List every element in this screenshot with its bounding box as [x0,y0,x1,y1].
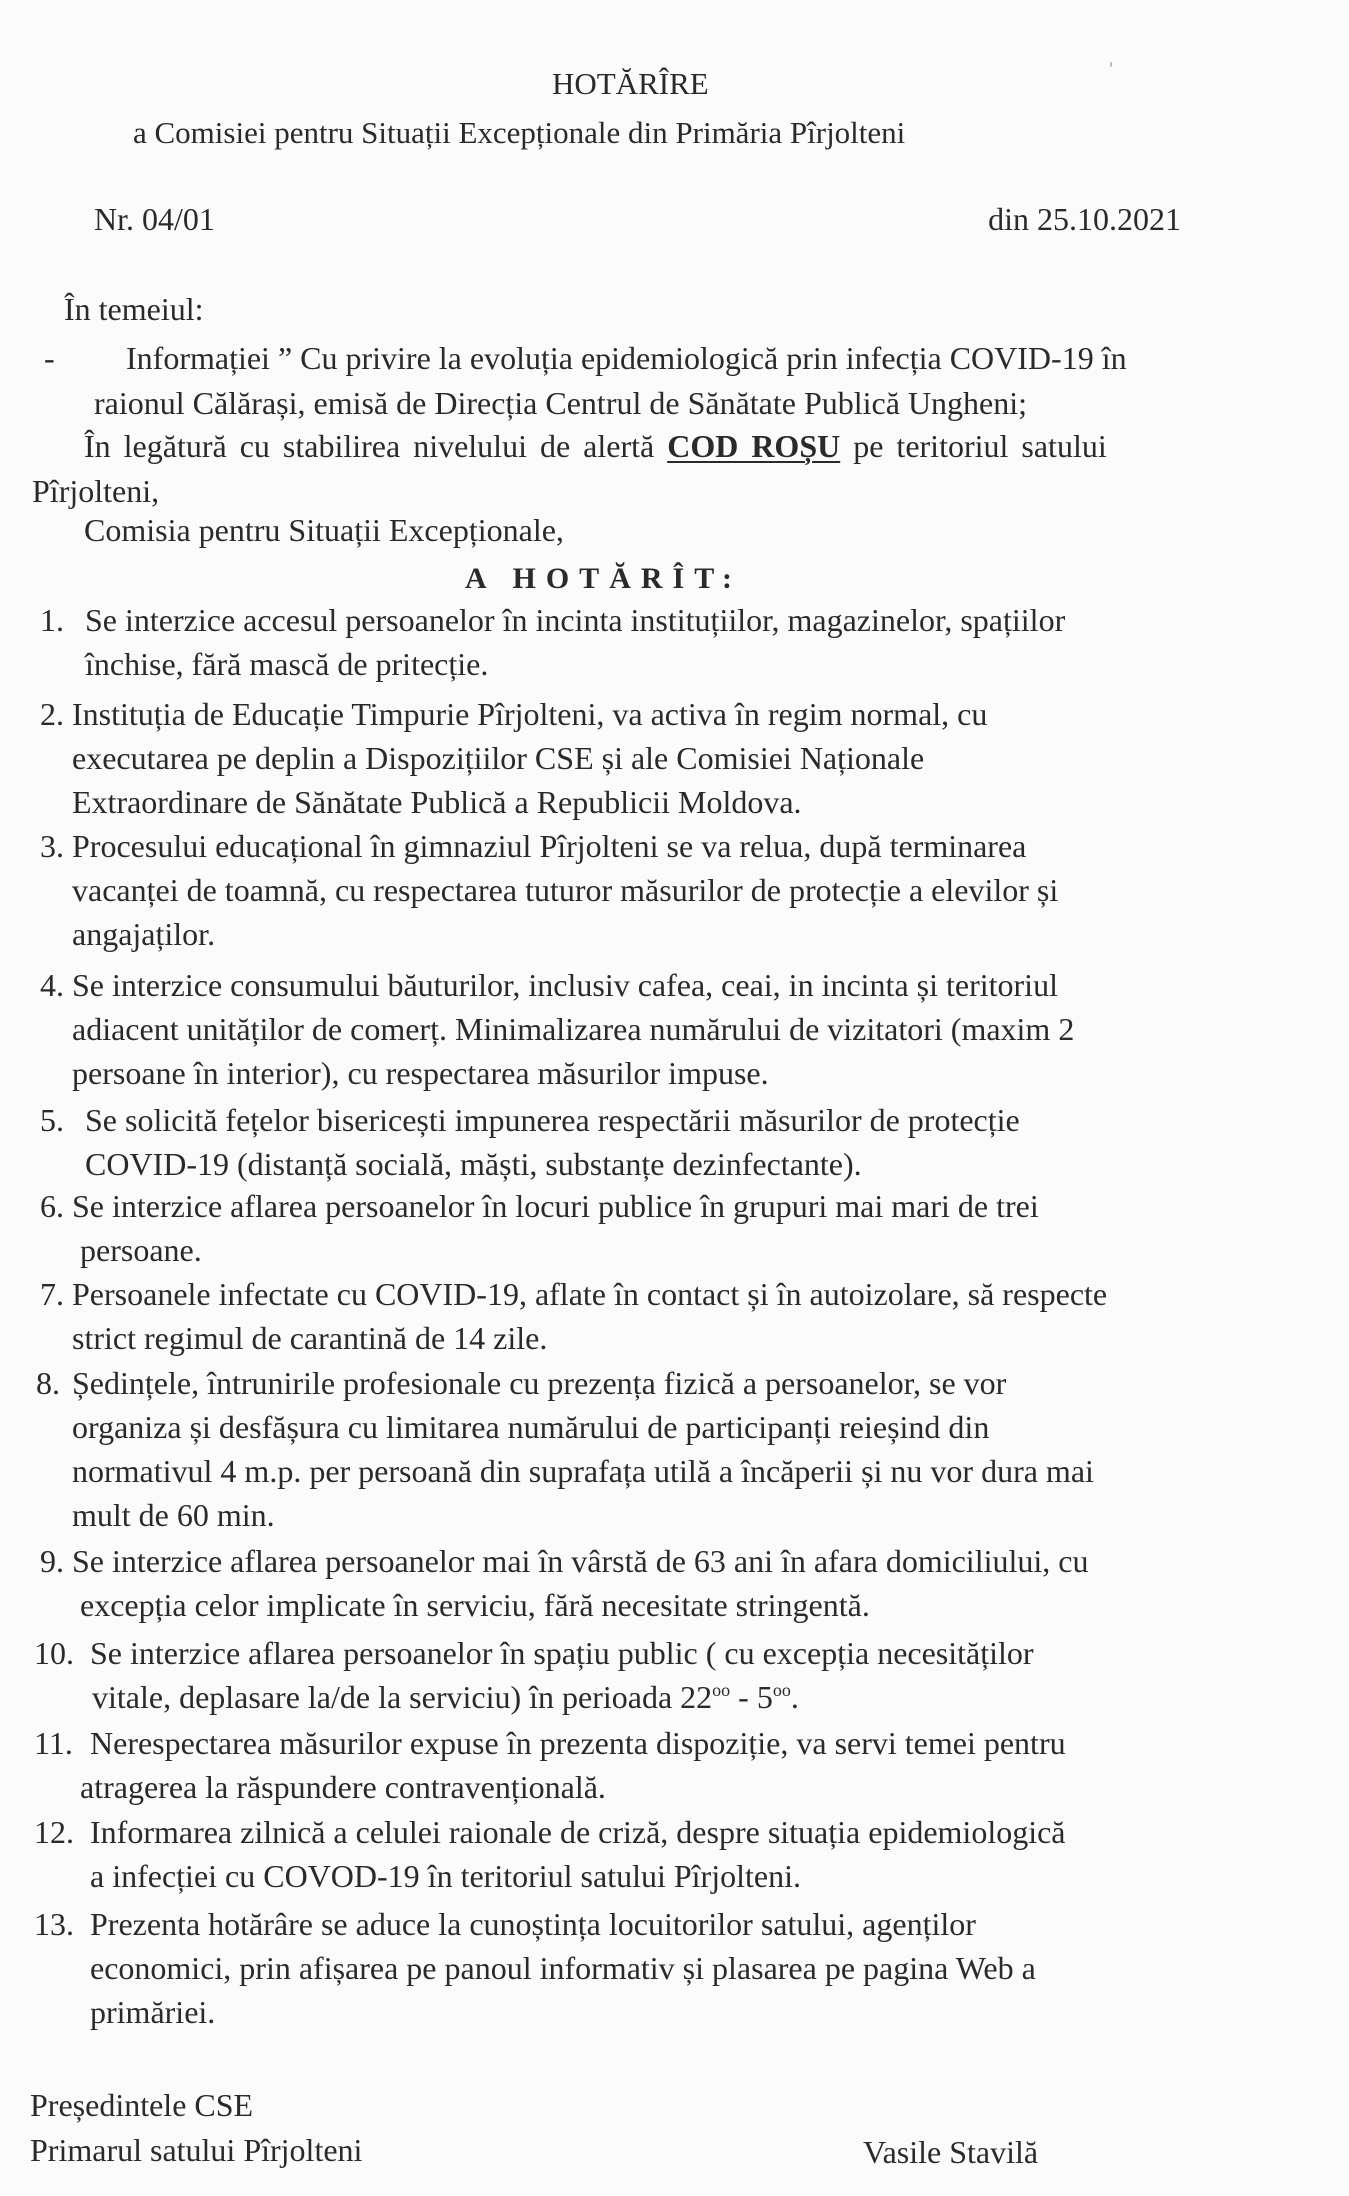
preamble-intro: În temeiul: [64,291,204,327]
alert-text-before: În legătură cu stabilirea nivelului de alertă [84,428,655,464]
decision-text-continued: organiza și desfășura cu limitarea numărului de participanți reieșind din [72,1409,990,1445]
decision-number: 1. [40,602,64,638]
decision-number: 8. [36,1365,60,1401]
alert-line [84,428,1107,464]
decision-text-continued: atragerea la răspundere contravențională. [80,1769,606,1805]
document-subtitle: a Comisiei pentru Situații Excepționale din Primăria Pîrjolteni [133,115,906,150]
decision-text: Persoanele infectate cu COVID-19, aflate în contact și în autoizolare, să respecte [72,1276,1108,1312]
decision-text-continued: persoane în interior), cu respectarea măsurilor impuse. [72,1055,769,1091]
signatory-name: Vasile Stavilă [863,2134,1039,2170]
decision-number: 6. [40,1188,64,1224]
decision-text-continued: angajaților. [72,916,216,952]
decision-text: Nerespectarea măsurilor expuse în prezenta dispoziție, va servi temei pentru [90,1725,1066,1761]
decision-number: 11. [34,1725,73,1761]
decision-number: 3. [40,828,64,864]
decision-text-continued: normativul 4 m.p. per persoană din suprafața utilă a încăperii și nu vor dura mai [72,1453,1094,1489]
alert-continuation: Pîrjolteni, [32,473,160,509]
decision-number: 9. [40,1543,64,1579]
time-text-mid: - 5 [730,1679,773,1715]
decision-text-continued: primăriei. [90,1994,216,2030]
decision-text: Se interzice aflarea persoanelor mai în vârstă de 63 ani în afara domiciliului, cu [72,1543,1089,1579]
decision-text-continued: excepția celor implicate în serviciu, fără necesitate stringentă. [80,1587,870,1623]
time-text-after: . [790,1679,799,1715]
time-start-superscript: oo [712,1680,731,1700]
decision-text: Se interzice accesul persoanelor în incinta instituțiilor, magazinelor, spațiilor [85,602,1066,638]
decision-number: 7. [40,1276,64,1312]
decision-text-continued: persoane. [80,1232,202,1268]
decision-text-continued [92,1679,799,1715]
decision-text-continued: executarea pe deplin a Dispozițiilor CSE și ale Comisiei Naționale [72,740,925,776]
decision-text: Instituția de Educație Timpurie Pîrjolteni, va activa în regim normal, cu [72,696,988,732]
decision-text-continued: economici, prin afișarea pe panoul informativ și plasarea pe pagina Web a [90,1950,1036,1986]
decision-text: Se interzice aflarea persoanelor în locuri publice în grupuri mai mari de trei [72,1188,1039,1224]
scan-speck [1110,62,1112,67]
document-title: HOTĂRÎRE [552,66,709,101]
decision-text-continued: Extraordinare de Sănătate Publică a Republicii Moldova. [72,784,802,820]
decision-text: Se solicită fețelor bisericești impunerea respectării măsurilor de protecție [85,1102,1020,1138]
decision-number: 4. [40,967,64,1003]
decision-number: 12. [34,1814,74,1850]
signature-role-line1: Președintele CSE [30,2087,254,2123]
decision-text-continued: vacanței de toamnă, cu respectarea tuturor măsurilor de protecție a elevilor și [72,872,1059,908]
decision-text: Se interzice aflarea persoanelor în spațiu public ( cu excepția necesităților [90,1635,1034,1671]
decision-number: 5. [40,1102,64,1138]
decision-text: Ședințele, întrunirile profesionale cu prezența fizică a persoanelor, se vor [72,1365,1007,1401]
decision-number: 10. [34,1635,74,1671]
decision-text: Prezenta hotărâre se aduce la cunoștința locuitorilor satului, agenților [90,1906,976,1942]
decision-text: Se interzice consumului băuturilor, inclusiv cafea, ceai, in incinta și teritoriul [72,967,1058,1003]
decision-number: 2. [40,696,64,732]
time-text-before: vitale, deplasare la/de la serviciu) în perioada 22 [92,1679,713,1715]
decided-heading: A HOTĂRÎT: [465,562,742,595]
alert-text-after: pe teritoriul satului [853,428,1107,464]
signature-role-line2: Primarul satului Pîrjolteni [30,2132,363,2168]
decision-text-continued: COVID-19 (distanță socială, măști, substanțe dezinfectante). [85,1146,862,1182]
alert-code: COD ROȘU [667,428,841,464]
commission-line: Comisia pentru Situații Excepționale, [84,512,564,548]
basis-line: raionul Călărași, emisă de Direcția Centrul de Sănătate Publică Ungheni; [94,385,1028,421]
document-number: Nr. 04/01 [94,201,215,237]
decision-text-continued: adiacent unităților de comerț. Minimalizarea numărului de vizitatori (maxim 2 [72,1011,1075,1047]
decision-text-continued: a infecției cu COVOD-19 în teritoriul satului Pîrjolteni. [90,1858,801,1894]
decision-text: Informarea zilnică a celulei raionale de criză, despre situația epidemiologică [90,1814,1066,1850]
decision-text-continued: închise, fără mască de pritecție. [85,646,489,682]
basis-line: Informației ” Cu privire la evoluția epidemiologică prin infecția COVID-19 în [126,340,1127,376]
decision-number: 13. [34,1906,74,1942]
decision-text-continued: mult de 60 min. [72,1497,275,1533]
time-end-superscript: oo [772,1680,791,1700]
decision-text: Procesului educațional în gimnaziul Pîrjolteni se va relua, după terminarea [72,828,1027,864]
bullet-dash: - [44,340,55,376]
decision-text-continued: strict regimul de carantină de 14 zile. [72,1320,548,1356]
document-date: din 25.10.2021 [988,201,1181,237]
